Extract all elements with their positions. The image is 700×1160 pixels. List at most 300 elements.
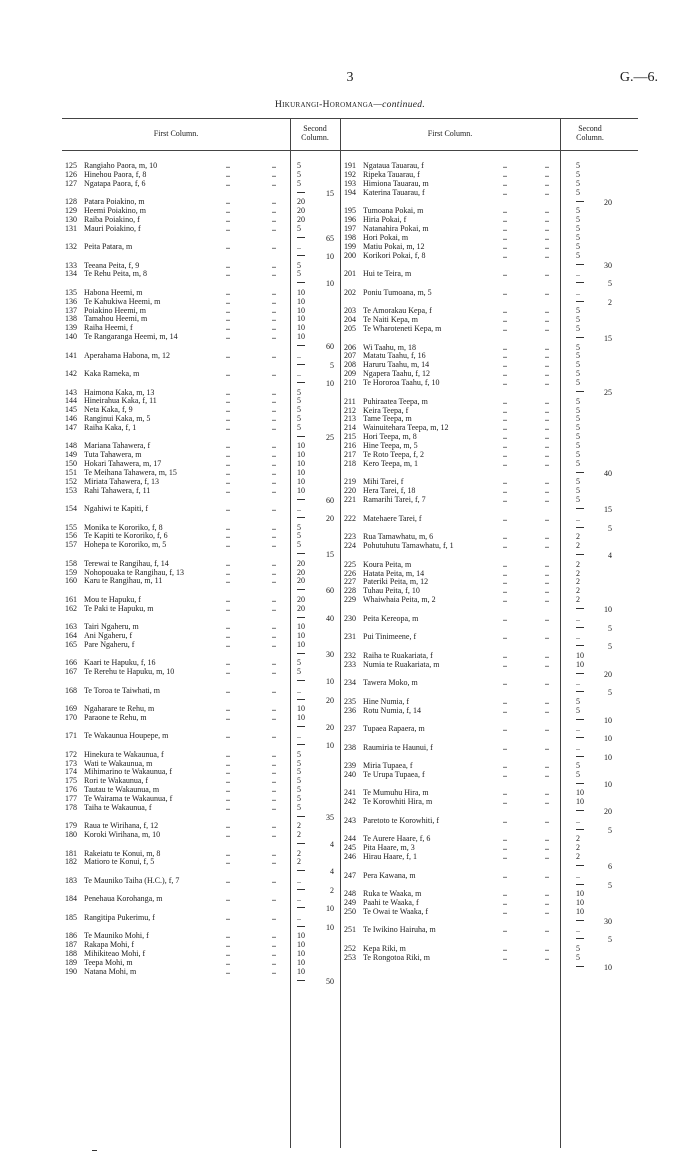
entry-name: Hinehou Paora, f, 8	[84, 169, 147, 179]
page-number: 3	[346, 70, 354, 85]
leader-dots: ..	[503, 595, 507, 605]
title-continued: —continued.	[373, 100, 425, 110]
group-total-value: 20	[604, 197, 612, 207]
leader-dots: ..	[503, 889, 507, 899]
entry-name: Patara Poiakino, m	[84, 197, 145, 207]
entry-number: 198	[344, 232, 356, 242]
entry-number: 142	[65, 369, 77, 379]
entry-name: Hine Numia, f	[363, 696, 409, 706]
entry-number: 234	[344, 678, 356, 688]
leader-dots: ..	[226, 712, 230, 722]
entry-name: Penehaua Korohanga, m	[84, 894, 163, 904]
share-value: ..	[576, 678, 580, 688]
entry-name: Hori Teepa, m, 8	[363, 432, 417, 442]
share-value: 10	[297, 459, 305, 469]
entry-name: Katerina Tauarau, f	[363, 187, 425, 197]
leader-dots: ..	[545, 169, 549, 179]
entry-name: Taiha te Wakaunua, f	[84, 802, 152, 812]
entry-number: 152	[65, 476, 77, 486]
leader-dots: ..	[545, 161, 549, 170]
leader-dots: ..	[272, 857, 276, 867]
share-value: 20	[297, 576, 305, 586]
entry-number: 157	[65, 540, 77, 550]
entry-number: 232	[344, 650, 356, 660]
leader-dots: ..	[272, 785, 276, 795]
entry-number: 216	[344, 441, 356, 451]
leader-dots: ..	[503, 351, 507, 361]
entry-number: 169	[65, 704, 77, 713]
leader-dots: ..	[226, 414, 230, 424]
share-value: 20	[297, 567, 305, 577]
entry-number: 186	[65, 931, 77, 941]
entry-name: Ngahiwi te Kapiti, f	[84, 504, 148, 514]
share-value: 2	[576, 852, 580, 862]
entry-number: 245	[344, 843, 356, 853]
group-total-value: 10	[604, 734, 612, 743]
leader-dots: ..	[226, 912, 230, 922]
share-value: 5	[297, 169, 301, 179]
share-value: ..	[576, 724, 580, 733]
leader-dots: ..	[503, 952, 507, 962]
leader-dots: ..	[545, 369, 549, 379]
leader-dots: ..	[545, 324, 549, 333]
leader-dots: ..	[272, 287, 276, 297]
group-total-value: 15	[326, 188, 334, 198]
leader-dots: ..	[226, 667, 230, 677]
entry-number: 172	[65, 749, 77, 759]
leader-dots: ..	[226, 658, 230, 668]
group-total-value: 60	[326, 586, 334, 596]
leader-dots: ..	[226, 821, 230, 831]
leader-dots: ..	[226, 405, 230, 415]
entry-name: Te Owai te Waaka, f	[363, 906, 429, 916]
leader-dots: ..	[503, 834, 507, 844]
share-value: 2	[576, 568, 580, 578]
share-value: 2	[576, 843, 580, 853]
entry-name: Pateriki Peita, m, 12	[363, 577, 429, 587]
entry-number: 252	[344, 943, 356, 953]
leader-dots: ..	[272, 576, 276, 586]
leader-dots: ..	[503, 568, 507, 578]
group-total-value: 10	[604, 715, 612, 725]
leader-dots: ..	[226, 576, 230, 586]
entry-name: Tuhau Peita, f, 10	[363, 586, 420, 596]
share-value: 5	[576, 169, 580, 179]
leader-dots: ..	[503, 450, 507, 459]
left-second-column-header	[290, 124, 340, 142]
group-total-value: 20	[326, 695, 334, 705]
entry-name: Paraone te Rehu, m	[84, 712, 147, 722]
leader-dots: ..	[272, 848, 276, 858]
entry-name: Tupaea Rapaera, m	[363, 724, 425, 733]
entry-name: Pera Kawana, m	[363, 870, 416, 880]
leader-dots: ..	[503, 414, 507, 424]
leader-dots: ..	[272, 169, 276, 179]
leader-dots: ..	[272, 622, 276, 632]
entry-name: Hori Pokai, m	[363, 232, 409, 242]
share-value: ..	[576, 632, 580, 642]
leader-dots: ..	[226, 776, 230, 786]
group-total-value: 10	[604, 752, 612, 762]
group-total-value: 20	[604, 669, 612, 679]
leader-dots: ..	[272, 260, 276, 270]
leader-dots: ..	[272, 441, 276, 451]
leader-dots: ..	[545, 315, 549, 325]
share-value: ..	[297, 894, 301, 904]
share-value: 10	[297, 450, 305, 460]
entry-number: 201	[344, 269, 356, 279]
entry-number: 181	[65, 848, 77, 858]
entry-name: Hirau Haare, f, 1	[363, 852, 417, 862]
leader-dots: ..	[545, 870, 549, 880]
header-bottom-rule	[62, 150, 638, 151]
entry-number: 237	[344, 724, 356, 733]
entry-number: 235	[344, 696, 356, 706]
entry-name: Kaari te Hapuku, f, 16	[84, 658, 156, 668]
share-value: 2	[297, 821, 301, 831]
share-value: 10	[297, 704, 305, 713]
entry-number: 193	[344, 178, 356, 188]
group-total-value: 30	[604, 260, 612, 270]
entry-number: 126	[65, 169, 77, 179]
entry-name: Te Rangaranga Heemi, m, 14	[84, 332, 178, 342]
leader-dots: ..	[503, 287, 507, 297]
share-value: ..	[576, 815, 580, 825]
leader-dots: ..	[545, 241, 549, 251]
leader-dots: ..	[545, 532, 549, 542]
share-value: 2	[576, 577, 580, 587]
group-total-value: 10	[326, 252, 334, 262]
entry-number: 154	[65, 504, 77, 514]
entry-name: Te Paki te Hapuku, m	[84, 603, 154, 613]
leader-dots: ..	[545, 360, 549, 370]
entry-name: Mou te Hapuku, f	[84, 594, 141, 604]
entry-name: Rangiaho Paora, m, 10	[84, 161, 158, 170]
share-value: 10	[297, 931, 305, 941]
leader-dots: ..	[226, 206, 230, 215]
leader-dots: ..	[226, 459, 230, 469]
leader-dots: ..	[272, 931, 276, 941]
group-total-value: 50	[326, 976, 334, 986]
leader-dots: ..	[545, 788, 549, 798]
left-second-header-line1: Second	[303, 124, 327, 133]
entry-number: 196	[344, 215, 356, 225]
leader-dots: ..	[226, 622, 230, 632]
leader-dots: ..	[503, 178, 507, 188]
share-value: 5	[297, 387, 301, 397]
share-value: ..	[297, 731, 301, 741]
group-total-value: 20	[326, 722, 334, 732]
leader-dots: ..	[226, 305, 230, 315]
entry-number: 153	[65, 485, 77, 495]
entry-number: 174	[65, 767, 77, 777]
entry-name: Teepa Mohi, m	[84, 957, 133, 967]
share-value: 2	[576, 586, 580, 596]
leader-dots: ..	[545, 414, 549, 424]
share-value: 5	[297, 767, 301, 777]
share-value: ..	[576, 513, 580, 523]
leader-dots: ..	[503, 405, 507, 415]
leader-dots: ..	[272, 802, 276, 812]
leader-dots: ..	[545, 458, 549, 468]
share-value: 2	[576, 532, 580, 542]
share-value: 5	[576, 769, 580, 779]
leader-dots: ..	[226, 323, 230, 333]
left-first-column-header: First Column.	[153, 129, 199, 138]
group-total-value: 30	[326, 649, 334, 659]
share-value: 5	[576, 351, 580, 361]
entry-number: 151	[65, 467, 77, 477]
leader-dots: ..	[503, 925, 507, 935]
share-value: 5	[576, 178, 580, 188]
leader-dots: ..	[503, 369, 507, 379]
leader-dots: ..	[272, 467, 276, 477]
entry-name: Te Aurere Haare, f, 6	[363, 834, 431, 844]
leader-dots: ..	[226, 242, 230, 252]
share-value: 5	[576, 423, 580, 433]
entry-name: Pui Tinimeene, f	[363, 632, 417, 642]
entry-name: Tautau te Wakaunua, m	[84, 785, 160, 795]
entry-number: 176	[65, 785, 77, 795]
entry-number: 166	[65, 658, 77, 668]
entry-number: 163	[65, 622, 77, 632]
share-value: 5	[297, 161, 301, 170]
entry-name: Te Toroa te Taiwhati, m	[84, 685, 161, 695]
entry-name: Koura Peita, m	[363, 559, 412, 569]
share-value: 10	[297, 712, 305, 722]
share-value: 5	[576, 161, 580, 170]
leader-dots: ..	[545, 441, 549, 451]
leader-dots: ..	[545, 852, 549, 862]
leader-dots: ..	[226, 767, 230, 777]
entry-name: Rua Tamawhatu, m, 6	[363, 532, 434, 542]
leader-dots: ..	[272, 894, 276, 904]
share-value: 10	[297, 948, 305, 958]
entry-name: Wi Taahu, m, 18	[363, 342, 416, 352]
entry-name: Pita Haare, m, 3	[363, 843, 415, 853]
leader-dots: ..	[545, 486, 549, 496]
entry-number: 188	[65, 948, 77, 958]
entry-name: Wati te Wakaunua, m	[84, 758, 153, 768]
share-value: 5	[576, 495, 580, 505]
entry-name: Ngaharare te Rehu, m	[84, 704, 155, 713]
leader-dots: ..	[226, 214, 230, 224]
share-value: ..	[297, 912, 301, 922]
leader-dots: ..	[545, 559, 549, 569]
share-value: 10	[297, 314, 305, 324]
entry-number: 220	[344, 486, 356, 496]
entry-name: Mauri Poiakino, f	[84, 223, 141, 233]
entry-number: 244	[344, 834, 356, 844]
leader-dots: ..	[503, 513, 507, 523]
leader-dots: ..	[503, 769, 507, 779]
entry-name: Peita Patara, m	[84, 242, 133, 252]
leader-dots: ..	[503, 161, 507, 170]
leader-dots: ..	[545, 577, 549, 587]
entry-number: 250	[344, 906, 356, 916]
entry-name: Himiona Tauarau, m	[363, 178, 429, 188]
group-total-value: 10	[326, 677, 334, 687]
group-total	[65, 976, 340, 987]
leader-dots: ..	[545, 450, 549, 459]
entry-number: 203	[344, 306, 356, 316]
group-total-value: 35	[326, 812, 334, 822]
leader-dots: ..	[226, 948, 230, 958]
leader-dots: ..	[226, 940, 230, 950]
entry-number: 158	[65, 558, 77, 568]
left-second-header-line2: Column.	[301, 133, 329, 142]
entry-name: Ranginui Kaka, m, 5	[84, 414, 151, 424]
entry-name: Paahi te Waaka, f	[363, 898, 419, 907]
leader-dots: ..	[503, 870, 507, 880]
group-total-value: 10	[326, 904, 334, 914]
entry-name: Rori te Wakaunua, f	[84, 776, 149, 786]
share-value: 10	[576, 659, 584, 669]
entry-name: Numia te Ruakariata, m	[363, 659, 440, 669]
leader-dots: ..	[272, 504, 276, 514]
entry-number: 210	[344, 378, 356, 388]
share-value: 5	[576, 943, 580, 953]
leader-dots: ..	[272, 704, 276, 713]
entry-number: 209	[344, 369, 356, 379]
entry-number: 195	[344, 206, 356, 216]
share-value: 5	[576, 477, 580, 487]
leader-dots: ..	[545, 742, 549, 752]
leader-dots: ..	[272, 369, 276, 379]
entry-name: Ruka te Waaka, m	[363, 889, 422, 899]
leader-dots: ..	[226, 450, 230, 460]
leader-dots: ..	[226, 169, 230, 179]
share-value: 20	[297, 558, 305, 568]
leader-dots: ..	[272, 594, 276, 604]
entry-name: Matiu Pokai, m, 12	[363, 241, 425, 251]
entry-name: Te Wakaunua Houpepe, m	[84, 731, 169, 741]
right-second-header-line2: Column.	[576, 133, 604, 142]
group-total-value: 20	[326, 514, 334, 524]
leader-dots: ..	[226, 630, 230, 640]
leader-dots: ..	[545, 724, 549, 733]
share-value: 10	[297, 622, 305, 632]
leader-dots: ..	[545, 797, 549, 807]
share-value: 10	[576, 650, 584, 660]
group-total-value: 10	[604, 962, 612, 972]
entry-number: 246	[344, 852, 356, 862]
leader-dots: ..	[226, 966, 230, 976]
right-second-column-header	[560, 124, 620, 142]
share-value: 10	[297, 287, 305, 297]
entry-number: 161	[65, 594, 77, 604]
leader-dots: ..	[545, 232, 549, 242]
leader-dots: ..	[503, 742, 507, 752]
leader-dots: ..	[272, 197, 276, 207]
entry-name: Matioro te Konui, f, 5	[84, 857, 155, 867]
leader-dots: ..	[226, 476, 230, 486]
share-value: ..	[297, 242, 301, 252]
leader-dots: ..	[545, 306, 549, 316]
leader-dots: ..	[545, 541, 549, 551]
leader-dots: ..	[226, 704, 230, 713]
entry-name: Raiha te Ruakariata, f	[363, 650, 433, 660]
entry-number: 138	[65, 314, 77, 324]
leader-dots: ..	[272, 531, 276, 541]
entry-number: 139	[65, 323, 77, 333]
leader-dots: ..	[503, 315, 507, 325]
entry-number: 149	[65, 450, 77, 460]
entry-name: Koroki Wirihana, m, 10	[84, 830, 161, 840]
entry-name: Rahi Tahawera, f, 11	[84, 485, 151, 495]
leader-dots: ..	[503, 797, 507, 807]
entry-name: Teeana Peita, f, 9	[84, 260, 140, 270]
share-value: 10	[576, 906, 584, 916]
entry-name: Mariana Tahawera, f	[84, 441, 151, 451]
share-value: 5	[576, 486, 580, 496]
leader-dots: ..	[503, 306, 507, 316]
leader-dots: ..	[545, 405, 549, 415]
leader-dots: ..	[503, 215, 507, 225]
leader-dots: ..	[272, 350, 276, 360]
entry-number: 247	[344, 870, 356, 880]
share-value: 5	[297, 422, 301, 432]
leader-dots: ..	[226, 296, 230, 306]
right-first-column-header: First Column.	[427, 129, 473, 138]
entry-number: 231	[344, 632, 356, 642]
share-value: 5	[297, 749, 301, 759]
leader-dots: ..	[272, 522, 276, 532]
leader-dots: ..	[272, 639, 276, 649]
leader-dots: ..	[545, 925, 549, 935]
leader-dots: ..	[545, 187, 549, 197]
leader-dots: ..	[272, 776, 276, 786]
leader-dots: ..	[226, 396, 230, 406]
leader-dots: ..	[545, 586, 549, 596]
entry-number: 160	[65, 576, 77, 586]
share-value: 5	[576, 324, 580, 333]
entry-number: 205	[344, 324, 356, 333]
entry-name: Neta Kaka, f, 9	[84, 405, 133, 415]
entry-name: Miriata Tahawera, f, 13	[84, 476, 160, 486]
group-total-value: 10	[604, 605, 612, 615]
entry-number: 170	[65, 712, 77, 722]
leader-dots: ..	[272, 912, 276, 922]
entry-name: Miria Tupaea, f	[363, 761, 413, 770]
group-total-value: 5	[608, 688, 612, 698]
leader-dots: ..	[545, 650, 549, 660]
entry-name: Natanahira Pokai, m	[363, 224, 429, 233]
entry-name: Rotu Numia, f, 14	[363, 705, 421, 715]
share-value: 10	[297, 940, 305, 950]
leader-dots: ..	[272, 758, 276, 768]
entry-number: 128	[65, 197, 77, 207]
share-value: 5	[576, 369, 580, 379]
share-value: ..	[297, 350, 301, 360]
leader-dots: ..	[503, 495, 507, 505]
leader-dots: ..	[226, 603, 230, 613]
leader-dots: ..	[226, 567, 230, 577]
entry-number: 136	[65, 296, 77, 306]
leader-dots: ..	[503, 659, 507, 669]
leader-dots: ..	[226, 269, 230, 279]
entry-number: 187	[65, 940, 77, 950]
group-total-value: 15	[326, 550, 334, 560]
entry-name: Poniu Tumoana, m, 5	[363, 287, 432, 297]
entry-number: 134	[65, 269, 77, 279]
entry-name: Paretoto te Korowhiti, f	[363, 815, 439, 825]
leader-dots: ..	[503, 815, 507, 825]
leader-dots: ..	[503, 898, 507, 907]
group-total-value: 20	[604, 807, 612, 817]
share-value: 5	[576, 761, 580, 770]
share-value: 5	[297, 658, 301, 668]
